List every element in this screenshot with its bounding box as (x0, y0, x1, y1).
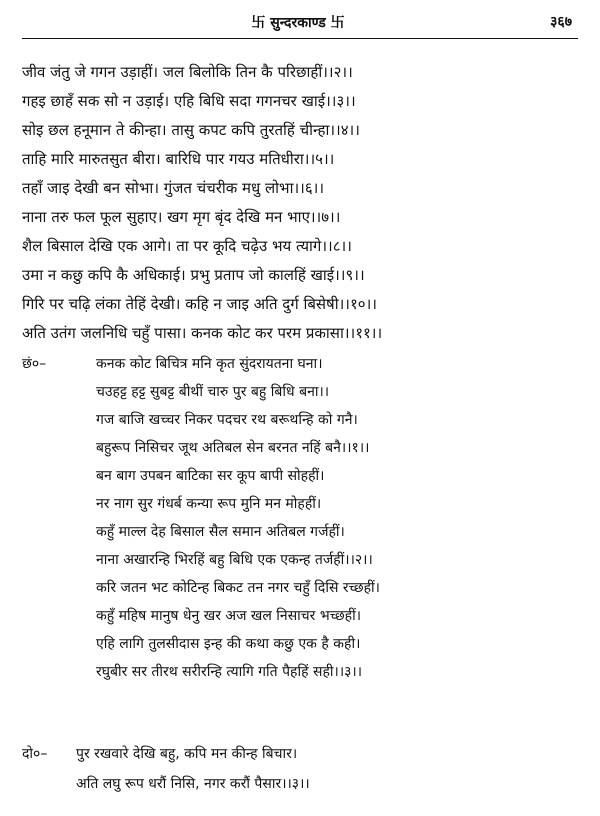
chhand-line: बहुरूप निसिचर जूथ अतिबल सेन बरनत नहिं बनै।।१।। (96, 440, 370, 456)
chhand-line: चउहट्ट हट्ट सुबट्ट बीथीं चारु पुर बहु बिधि बना।। (96, 384, 330, 400)
chhand-marker: छं०– (22, 356, 47, 372)
verse-line-10: गिरि पर चढ़ि लंका तेहिं देखी। कहि न जाइ अति दुर्ग बिसेषी।।१०।। (22, 295, 377, 313)
running-title: 卐 सुन्दरकाण्ड 卐 (251, 15, 345, 31)
chhand-line: नर नाग सुर गंधर्ब कन्या रूप मुनि मन मोहहीं। (96, 496, 322, 512)
chhand-line: कहुँ माल्ल देह बिसाल सैल समान अतिबल गर्जहीं। (96, 524, 345, 540)
doha-line: पुर रखवारे देखि बहु, कपि मन कीन्ह बिचार। (76, 746, 298, 762)
page-header (0, 0, 600, 40)
doha-line: अति लघु रूप धरौं निसि, नगर करौं पैसार।।३।। (76, 776, 310, 792)
chhand-line: करि जतन भट कोटिन्ह बिकट तन नगर चहुँ दिसि रच्छहीं। (96, 580, 380, 596)
verse-line-11: अति उतंग जलनिधि चहुँ पासा। कनक कोट कर परम प्रकासा।।११।। (22, 324, 383, 342)
verse-line-8: शैल बिसाल देखि एक आगे। ता पर कूदि चढ़ेउ भय त्यागे।।८।। (22, 237, 352, 255)
chhand-line: गज बाजि खच्चर निकर पदचर रथ बरूथन्हि को गनै। (96, 412, 358, 428)
chhand-line: एहि लागि तुलसीदास इन्ह की कथा कछु एक है कही। (96, 636, 361, 652)
verse-line-4: सोइ छल हनूमान ते कीन्हा। तासु कपट कपि तुरतहिं चीन्हा।।४।। (22, 121, 360, 139)
page-number: ३६७ (550, 14, 572, 30)
verse-line-5: ताहि मारि मारुतसुत बीरा। बारिधि पार गयउ मतिधीरा।।५।। (22, 150, 335, 168)
chhand-line: कहुँ महिष मानुष धेनु खर अज खल निसाचर भच्छहीं। (96, 608, 362, 624)
chhand-line: नाना अखारन्हि भिरहिं बहु बिधि एक एकन्ह तर्जहीं।।२।। (96, 552, 373, 568)
chhand-line: रघुबीर सर तीरथ सरीरन्हि त्यागि गति पैहहिं सही।।३।। (96, 664, 363, 680)
header-rule (22, 38, 578, 39)
verse-line-7: नाना तरु फल फूल सुहाए। खग मृग बृंद देखि मन भाए।।७।। (22, 208, 341, 226)
chhand-line: बन बाग उपबन बाटिका सर कूप बापी सोहहीं। (96, 468, 325, 484)
verse-line-6: तहाँ जाइ देखी बन सोभा। गुंजत चंचरीक मधु लोभा।।६।। (22, 179, 325, 197)
verse-line-3: गहइ छाहँ सक सो न उड़ाई। एहि बिधि सदा गगनचर खाई।।३।। (22, 92, 356, 110)
verse-line-2: जीव जंतु जे गगन उड़ाहीं। जल बिलोकि तिन कै परिछाहीं।।२।। (22, 63, 353, 81)
verse-line-9: उमा न कछु कपि कै अधिकाई। प्रभु प्रताप जो कालहिं खाई।।९।। (22, 266, 365, 284)
chhand-line: कनक कोट बिचित्र मनि कृत सुंदरायतना घना। (96, 356, 323, 372)
doha-marker: दो०– (22, 746, 48, 762)
